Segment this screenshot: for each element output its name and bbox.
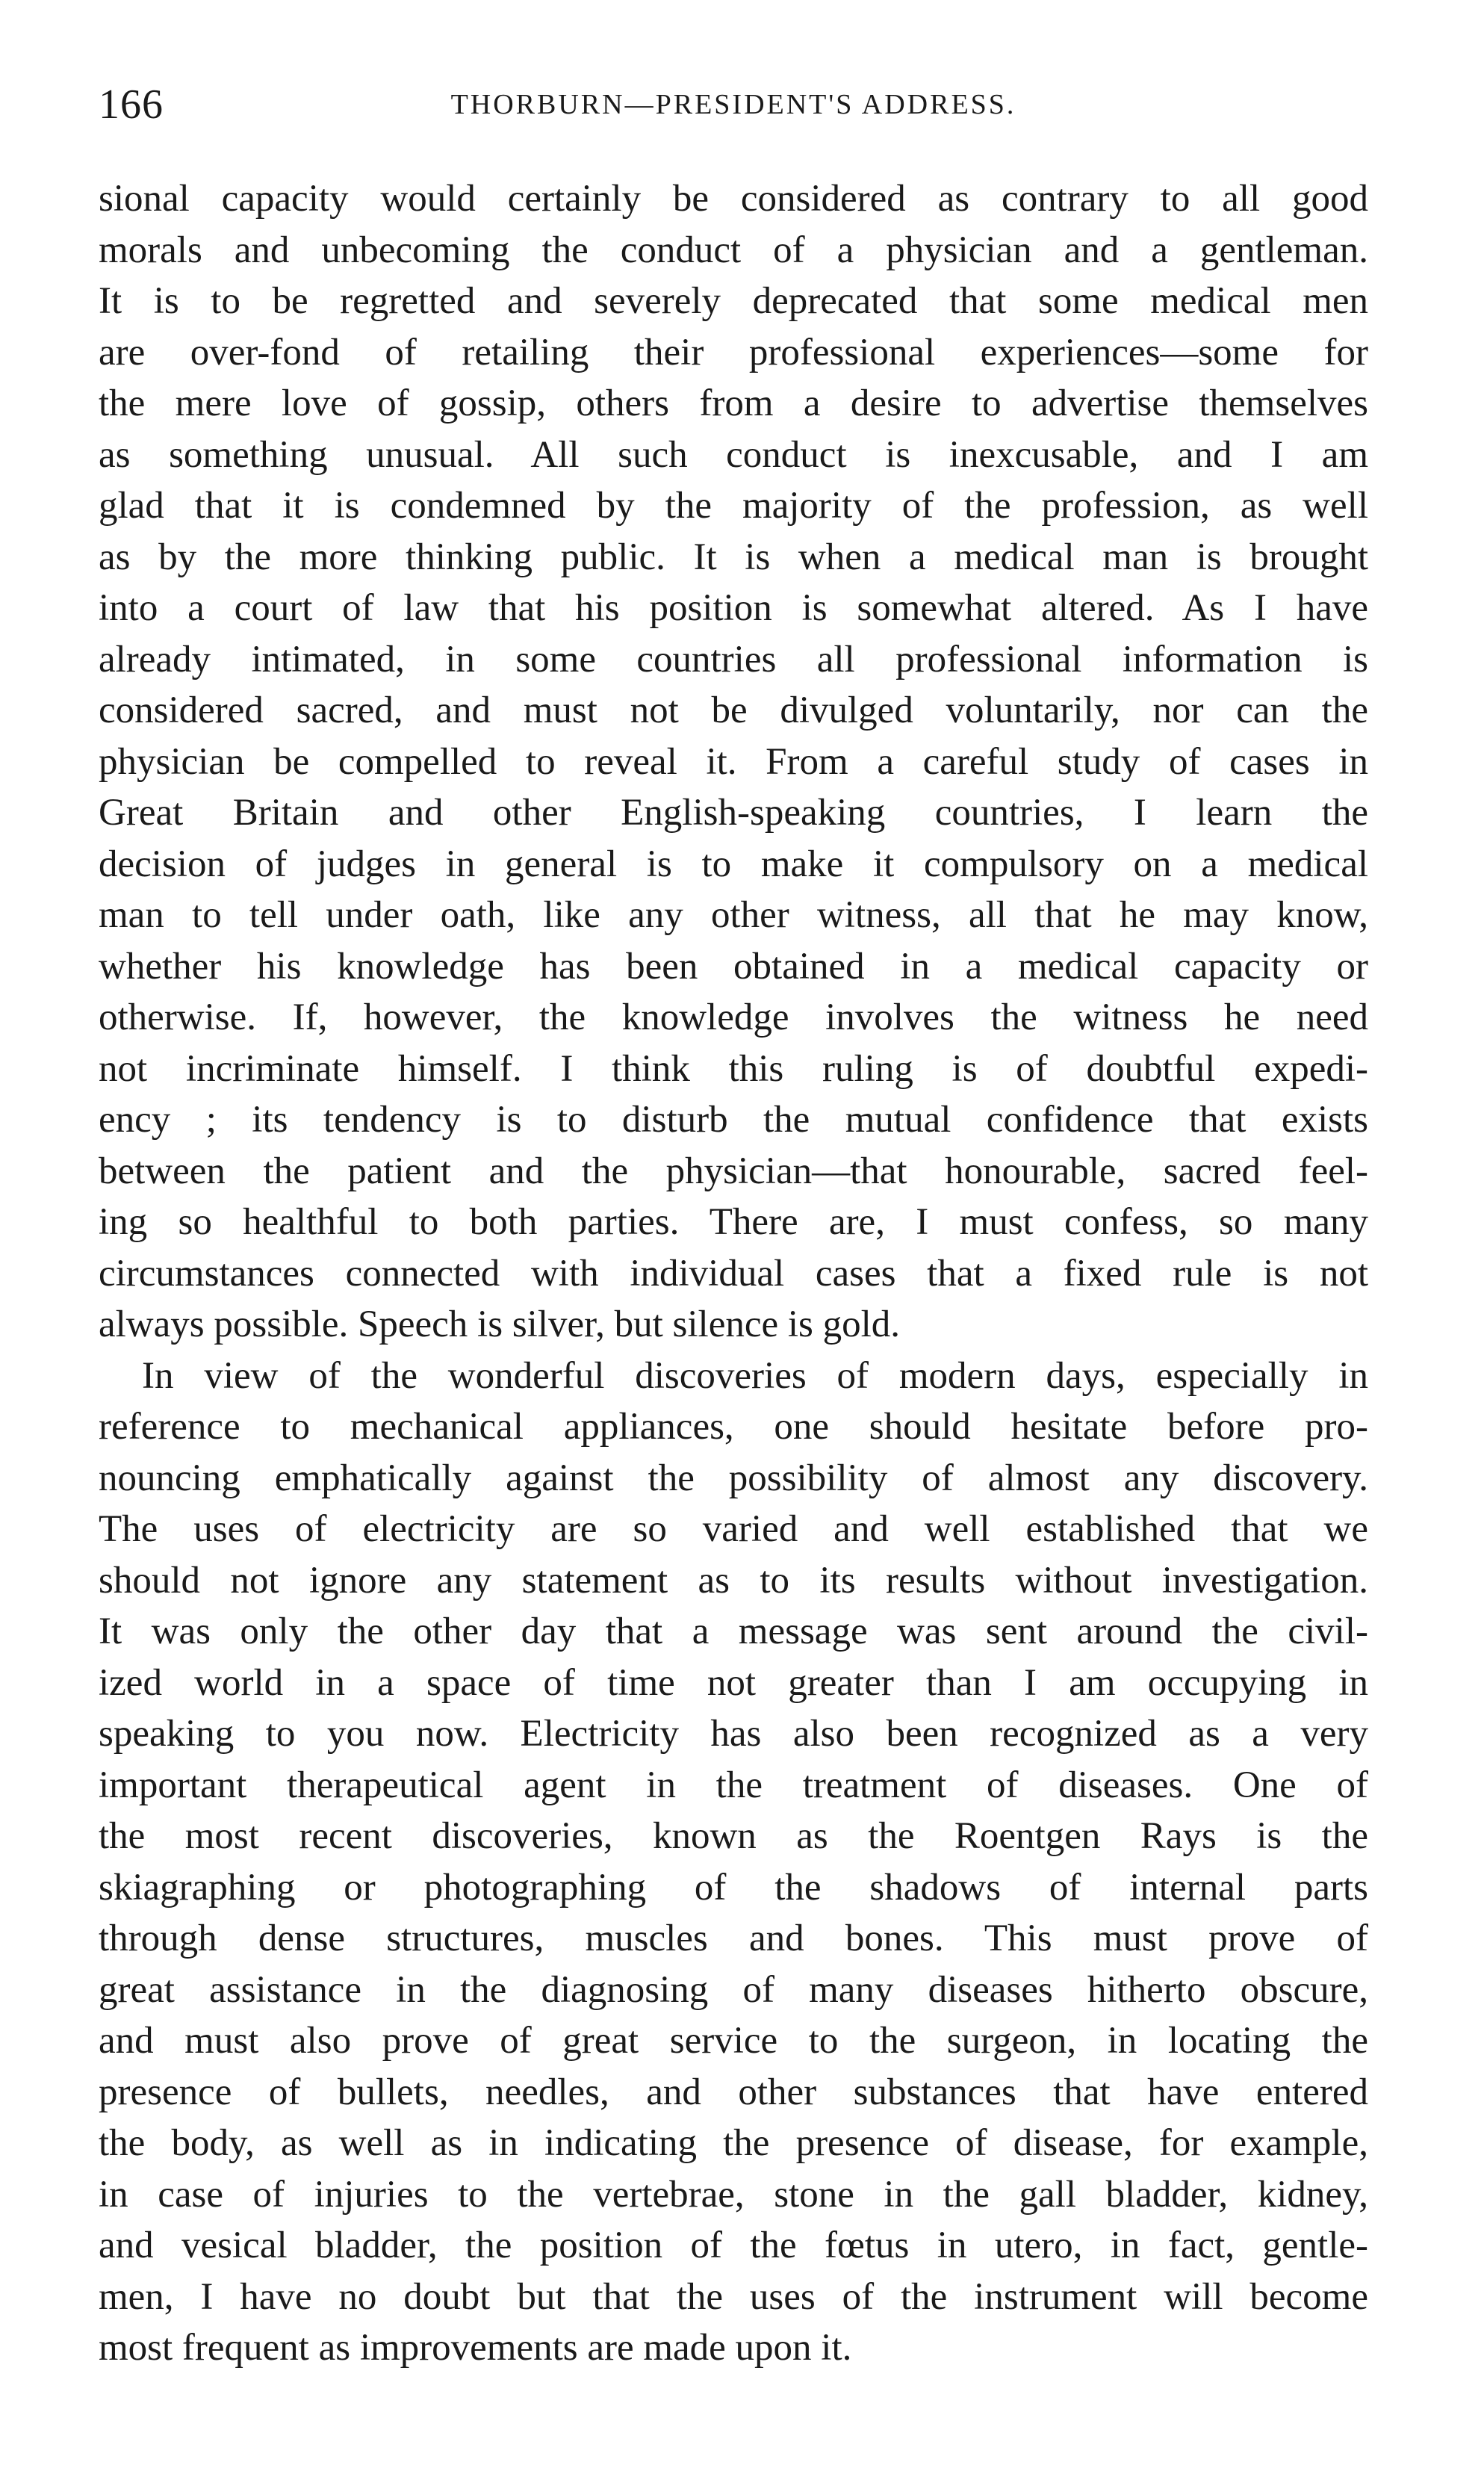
running-title: THORBURN—PRESIDENT'S ADDRESS.: [450, 89, 1016, 120]
text-line: and vesical bladder, the position of the fœtus in utero, in fact, gentle-: [99, 2225, 1368, 2266]
text-line: speaking to you now. Electricity has also been recognized as a very: [99, 1713, 1368, 1755]
text-line: into a court of law that his position is somewhat altered. As I have: [99, 587, 1368, 629]
text-line: in case of injuries to the vertebrae, stone in the gall bladder, kidney,: [99, 2173, 1368, 2216]
text-line: between the patient and the physician—that honourable, sacred feel-: [99, 1150, 1368, 1192]
text-line: In view of the wonderful discoveries of modern days, especially in: [142, 1354, 1368, 1397]
text-line: not incriminate himself. I think this ruling is of doubtful expedi-: [99, 1047, 1368, 1090]
text-line: The uses of electricity are so varied and well established that we: [99, 1508, 1368, 1550]
text-line: already intimated, in some countries all professional information is: [99, 638, 1368, 680]
text-line: reference to mechanical appliances, one should hesitate before pro-: [99, 1406, 1368, 1448]
text-line: It is to be regretted and severely deprecated that some medical men: [99, 280, 1368, 322]
text-line: ency ; its tendency is to disturb the mutual confidence that exists: [99, 1099, 1368, 1141]
text-line: presence of bullets, needles, and other substances that have entered: [99, 2071, 1368, 2113]
text-line: the mere love of gossip, others from a desire to advertise themselves: [99, 382, 1368, 424]
text-line: Great Britain and other English-speaking countries, I learn the: [99, 792, 1368, 834]
text-line: nouncing emphatically against the possibility of almost any discovery.: [99, 1457, 1368, 1499]
text-line: glad that it is condemned by the majority of the profession, as well: [99, 485, 1368, 527]
running-head: [99, 78, 1368, 131]
paragraph: [99, 173, 1368, 1351]
text-line: circumstances connected with individual cases that a fixed rule is not: [99, 1252, 1368, 1295]
text-line: always possible. Speech is silver, but silence is gold.: [99, 1303, 901, 1345]
text-line: the most recent discoveries, known as the Roentgen Rays is the: [99, 1815, 1368, 1857]
text-line: man to tell under oath, like any other witness, all that he may know,: [99, 894, 1368, 936]
text-line: men, I have no doubt but that the uses of the instrument will become: [99, 2275, 1368, 2318]
text-line: considered sacred, and must not be divulged voluntarily, nor can the: [99, 689, 1368, 731]
text-line: and must also prove of great service to the surgeon, in locating the: [99, 2020, 1368, 2062]
body-text: [99, 173, 1368, 2374]
text-line: the body, as well as in indicating the presence of disease, for example,: [99, 2122, 1368, 2164]
text-line: It was only the other day that a message was sent around the civil-: [99, 1610, 1368, 1652]
text-line: skiagraphing or photographing of the shadows of internal parts: [99, 1866, 1368, 1909]
page-number: 166: [99, 81, 164, 128]
text-line: otherwise. If, however, the knowledge involves the witness he need: [99, 996, 1368, 1038]
text-line: whether his knowledge has been obtained in a medical capacity or: [99, 945, 1368, 988]
text-line: ized world in a space of time not greater than I am occupying in: [99, 1661, 1368, 1704]
text-line: most frequent as improvements are made upon it.: [99, 2327, 852, 2369]
paragraph: [99, 1351, 1368, 2374]
text-line: through dense structures, muscles and bones. This must prove of: [99, 1917, 1368, 1959]
text-line: as something unusual. All such conduct is inexcusable, and I am: [99, 433, 1368, 476]
text-line: morals and unbecoming the conduct of a physician and a gentleman.: [99, 229, 1368, 271]
text-line: great assistance in the diagnosing of many diseases hitherto obscure,: [99, 1968, 1368, 2011]
text-line: ing so healthful to both parties. There are, I must confess, so many: [99, 1201, 1368, 1243]
text-line: sional capacity would certainly be considered as contrary to all good: [99, 178, 1368, 220]
text-line: decision of judges in general is to make it compulsory on a medical: [99, 843, 1368, 885]
text-line: should not ignore any statement as to its results without investigation.: [99, 1559, 1368, 1602]
text-line: important therapeutical agent in the treatment of diseases. One of: [99, 1764, 1368, 1806]
text-line: as by the more thinking public. It is when a medical man is brought: [99, 536, 1368, 578]
text-line: physician be compelled to reveal it. From a careful study of cases in: [99, 740, 1368, 783]
text-line: are over-fond of retailing their professional experiences—some for: [99, 331, 1368, 373]
